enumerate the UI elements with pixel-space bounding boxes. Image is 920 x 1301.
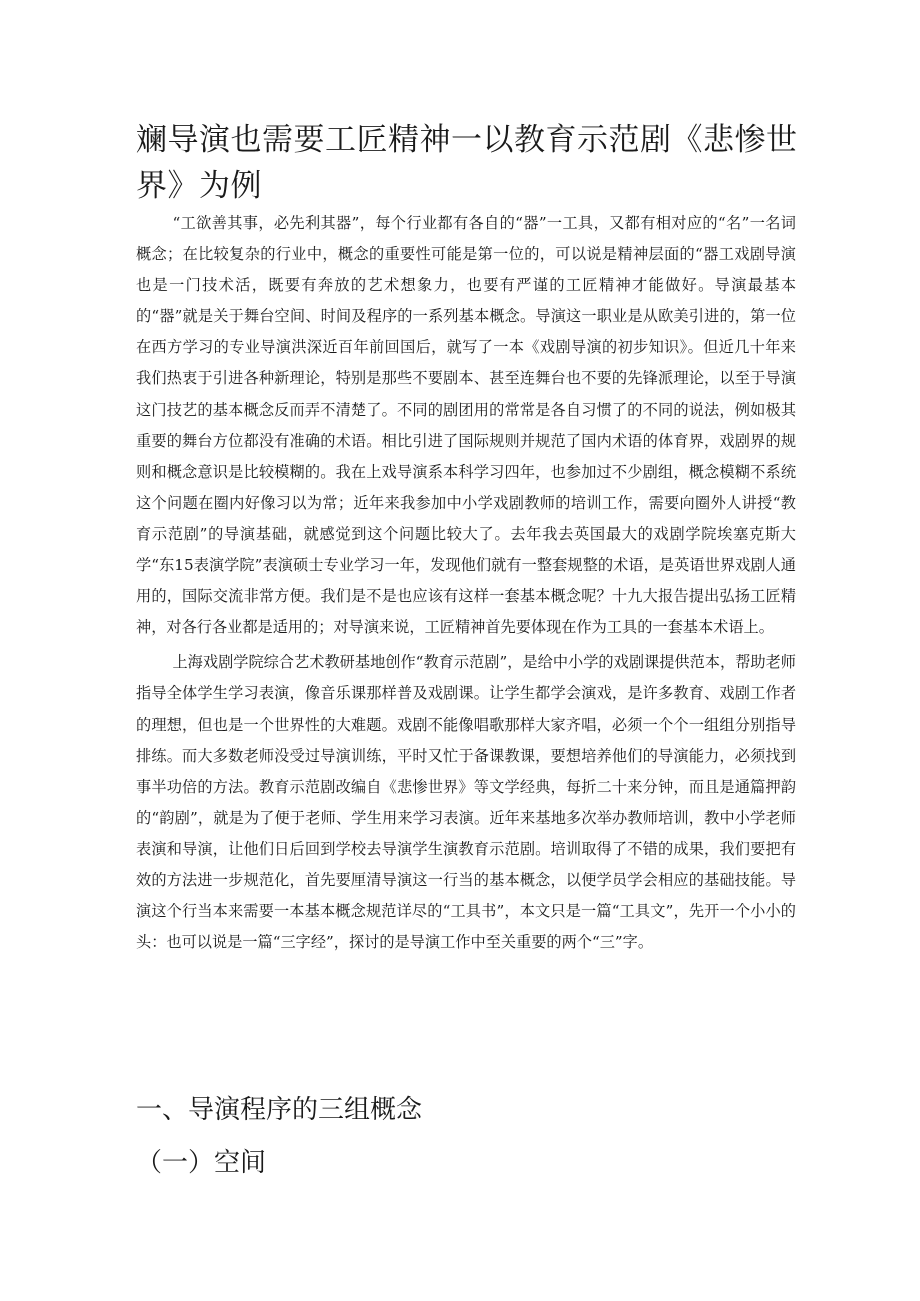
subsection-heading: （一）空间 (136, 1148, 267, 1178)
body-paragraph-1: “工欲善其事，必先利其器”，每个行业都有各自的“器”一工具，又都有相对应的“名”一名词概念；在比较复杂的行业中，概念的重要性可能是第一位的，可以说是精神层面的“器工戏剧导演也是一门技术活，既要有奔放的艺术想象力，也要有严谨的工匠精神才能做好。导演最基本的“器”就是关于舞台空间、时间及程序的一系列基本概念。导演这一职业是从欧美引进的，第一位在西方学习的专业导演洪深近百年前回国后，就写了一本《戏剧导演的初步知识》。但近几十年来我们热衷于引进各种新理论，特别是那些不要剧本、甚至连舞台也不要的先锋派理论，以至于导演这门技艺的基本概念反而弄不清楚了。不同的剧团用的常常是各自习惯了的不同的说法，例如极其重要的舞台方位都没有准确的术语。相比引进了国际规则并规范了国内术语的体育界，戏剧界的规则和概念意识是比较模糊的。我在上戏导演系本科学习四年，也参加过不少剧组，概念模糊不系统这个问题在圈内好像习以为常；近年来我参加中小学戏剧教师的培训工作，需要向圈外人讲授“教育示范剧”的导演基础，就感觉到这个问题比较大了。去年我去英国最大的戏剧学院埃塞克斯大学“东15表演学院”表演硕士专业学习一年，发现他们就有一整套规整的术语，是英语世界戏剧人通用的，国际交流非常方便。我们是不是也应该有这样一套基本概念呢？十九大报告提出弘扬工匠精神，对各行各业都是适用的；对导演来说，工匠精神首先要体现在作为工具的一套基本术语上。 (136, 214, 796, 637)
document-title: 斓导演也需要工匠精神一以教育示范剧《悲惨世界》为例 (136, 122, 798, 204)
document-body (136, 208, 796, 958)
section-heading: 一、导演程序的三组概念 (136, 1095, 423, 1125)
body-paragraph-2: 上海戏剧学院综合艺术教研基地创作“教育示范剧”，是给中小学的戏剧课提供范本，帮助老师指导全体学生学习表演，像音乐课那样普及戏剧课。让学生都学会演戏，是许多教育、戏剧工作者的理想，但也是一个世界性的大难题。戏剧不能像唱歌那样大家齐唱，必须一个个一组组分别指导排练。而大多数老师没受过导演训练，平时又忙于备课教课，要想培养他们的导演能力，必须找到事半功倍的方法。教育示范剧改编自《悲惨世界》等文学经典，每折二十来分钟，而且是通篇押韵的“韵剧”，就是为了便于老师、学生用来学习表演。近年来基地多次举办教师培训，教中小学老师表演和导演，让他们日后回到学校去导演学生演教育示范剧。培训取得了不错的成果，我们要把有效的方法进一步规范化，首先要厘清导演这一行当的基本概念，以便学员学会相应的基础技能。导演这个行当本来需要一本基本概念规范详尽的“工具书”，本文只是一篇“工具文”，先开一个小小的头：也可以说是一篇“三字经”，探讨的是导演工作中至关重要的两个“三”字。 (136, 653, 796, 952)
